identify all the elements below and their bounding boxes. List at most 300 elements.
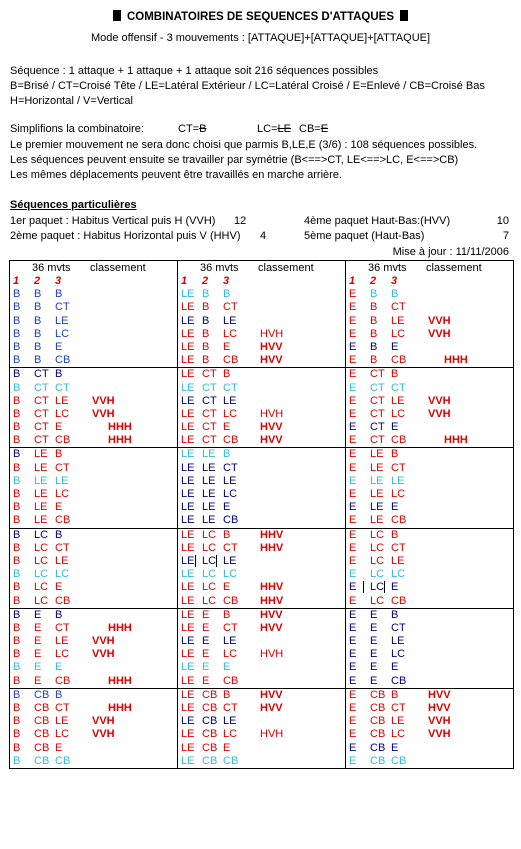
- move-cell: CT: [391, 702, 406, 714]
- table-row: [346, 514, 513, 527]
- move-cell: B: [13, 354, 21, 367]
- move-cell: B: [13, 448, 21, 461]
- table-row: [346, 581, 513, 594]
- move-cell: B: [391, 688, 399, 701]
- classement-code: HHH: [108, 421, 132, 434]
- table-row: [178, 661, 345, 674]
- move-cell: CB: [391, 674, 407, 687]
- move-cell: LE: [223, 474, 237, 487]
- move-cell: B: [55, 688, 63, 701]
- move-cell: B: [13, 688, 21, 701]
- note-line-3: Les mêmes déplacements peuvent être travaillés en marche arrière.: [10, 169, 342, 181]
- move-cell: LE: [181, 514, 195, 527]
- move-cell: E: [349, 434, 357, 447]
- move-cell: LE: [181, 381, 195, 394]
- move-cell: B: [13, 327, 21, 340]
- table-row: [178, 288, 345, 301]
- move-cell: CB: [370, 741, 386, 754]
- move-cell: LE: [223, 635, 237, 648]
- index-number: 3: [391, 275, 398, 287]
- move-cell: B: [34, 301, 42, 314]
- table-row: [178, 301, 345, 314]
- move-cell: E: [349, 621, 357, 634]
- move-cell: B: [223, 608, 231, 621]
- move-cell: LE: [202, 461, 216, 474]
- move-cell: B: [202, 288, 210, 301]
- move-cell: B: [370, 314, 378, 327]
- move-cell: CT: [34, 434, 49, 447]
- move-cell: LC: [370, 554, 385, 567]
- classement-code: VVH: [428, 327, 451, 340]
- grid-header: [346, 261, 513, 275]
- classement-code: HVH: [260, 327, 284, 340]
- move-cell: B: [13, 301, 21, 314]
- move-cell: LC: [34, 554, 49, 567]
- move-cell: CT: [391, 461, 406, 474]
- move-cell: LC: [370, 541, 385, 554]
- move-cell: CB: [370, 688, 386, 701]
- move-cell: E: [349, 528, 357, 541]
- move-cell: CT: [370, 394, 385, 407]
- move-cell: B: [13, 608, 21, 621]
- packet-1-value: 12: [234, 215, 247, 227]
- move-cell: E: [349, 635, 357, 648]
- move-cell: CT: [370, 434, 385, 447]
- move-cell: E: [391, 340, 399, 353]
- table-row: [178, 715, 345, 728]
- grid-column-e: [346, 261, 514, 769]
- move-cell: LE: [181, 674, 195, 687]
- intro-line-2: B=Brisé / CT=Croisé Tête / LE=Latéral Extérieur / LC=Latéral Croisé / E=Enlevé / CB=Croisé Bas: [10, 80, 485, 92]
- separator-bar: [216, 555, 217, 567]
- move-cell: B: [223, 288, 231, 301]
- move-cell: B: [13, 501, 21, 514]
- move-cell: LC: [55, 568, 70, 581]
- classement-code: HVV: [260, 421, 283, 434]
- move-cell: CB: [223, 434, 239, 447]
- move-cell: LE: [181, 661, 195, 674]
- move-cell: CT: [55, 461, 70, 474]
- move-cell: LC: [223, 648, 238, 661]
- move-cell: LE: [181, 541, 195, 554]
- move-cell: B: [202, 314, 210, 327]
- move-cell: LE: [181, 648, 195, 661]
- table-row: [346, 488, 513, 501]
- move-cell: LE: [34, 514, 48, 527]
- table-row: [178, 528, 345, 542]
- separator-bar: [363, 581, 364, 593]
- move-cell: B: [391, 448, 399, 461]
- move-cell: LE: [55, 314, 69, 327]
- classement-code: HHH: [444, 354, 468, 367]
- move-cell: CB: [391, 354, 407, 367]
- move-cell: E: [202, 674, 210, 687]
- table-row: [178, 434, 345, 447]
- move-cell: LE: [391, 635, 405, 648]
- move-cell: LC: [34, 541, 49, 554]
- classement-code: HVV: [260, 702, 283, 714]
- move-cell: LC: [202, 541, 217, 554]
- move-cell: LE: [181, 327, 195, 340]
- table-row: [178, 315, 345, 328]
- table-row: [10, 568, 177, 581]
- move-cell: B: [13, 528, 21, 541]
- table-row: [10, 702, 177, 715]
- table-row: [10, 421, 177, 434]
- table-row: [178, 341, 345, 354]
- move-cell: E: [349, 674, 357, 687]
- table-row: [10, 488, 177, 501]
- packet-5-value: 7: [502, 230, 509, 242]
- move-cell: LE: [181, 621, 195, 634]
- table-row: [178, 447, 345, 461]
- move-cell: B: [13, 581, 21, 594]
- move-cell: CT: [391, 541, 406, 554]
- move-cell: LC: [202, 581, 217, 594]
- move-cell: E: [202, 661, 210, 674]
- move-cell: B: [202, 340, 210, 353]
- table-row: [346, 501, 513, 514]
- move-cell: LE: [181, 528, 195, 541]
- move-cell: CT: [223, 381, 238, 394]
- move-cell: LE: [55, 394, 69, 407]
- sequence-grid: [9, 260, 514, 769]
- move-cell: E: [202, 648, 210, 661]
- move-cell: LE: [370, 474, 384, 487]
- move-cell: LE: [181, 340, 195, 353]
- move-cell: LC: [223, 728, 238, 741]
- move-cell: LE: [370, 514, 384, 527]
- table-row: [10, 755, 177, 768]
- move-cell: CB: [202, 715, 218, 728]
- move-cell: LE: [391, 554, 405, 567]
- table-row: [346, 475, 513, 488]
- move-cell: B: [13, 702, 21, 714]
- move-cell: E: [55, 421, 63, 434]
- move-cell: CB: [55, 354, 71, 367]
- table-row: [346, 661, 513, 674]
- table-row: [346, 434, 513, 447]
- move-cell: LC: [55, 488, 70, 500]
- packet-1-label: 1er paquet : Habitus Vertical puis H (VVH): [10, 215, 216, 227]
- move-cell: LE: [181, 407, 195, 420]
- move-cell: LE: [391, 474, 405, 487]
- simplify-eq-lc: LC=LE: [257, 123, 291, 135]
- move-cell: B: [202, 301, 210, 314]
- classement-code: HHH: [108, 434, 132, 447]
- move-cell: CT: [223, 541, 238, 554]
- move-cell: LC: [55, 648, 70, 661]
- square-icon: [113, 10, 121, 21]
- table-row: [10, 648, 177, 661]
- index-number: 3: [223, 275, 230, 287]
- table-row: [346, 301, 513, 314]
- update-date: Mise à jour : 11/11/2006: [392, 246, 509, 258]
- packet-5-label: 5ème paquet (Haut-Bas): [304, 230, 425, 242]
- header-mvts: 36 mvts: [200, 262, 239, 274]
- move-cell: LE: [55, 474, 69, 487]
- move-cell: CT: [370, 368, 385, 381]
- move-cell: LE: [181, 421, 195, 434]
- move-cell: E: [349, 474, 357, 487]
- move-cell: LC: [34, 568, 49, 581]
- classement-code: HVH: [260, 407, 284, 420]
- move-cell: LE: [181, 301, 195, 314]
- table-row: [346, 395, 513, 408]
- move-cell: E: [349, 368, 357, 381]
- move-cell: LC: [370, 581, 385, 594]
- move-cell: CT: [55, 301, 70, 314]
- table-row: [10, 447, 177, 461]
- classement-code: VVH: [92, 394, 115, 407]
- table-row: [10, 555, 177, 568]
- table-row: [346, 341, 513, 354]
- table-row: [10, 434, 177, 447]
- table-row: [10, 315, 177, 328]
- note-line-2: Les séquences peuvent ensuite se travailler par symétrie (B<==>CT, LE<==>LC, E<==>CB): [10, 154, 459, 166]
- header-classement: classement: [258, 262, 314, 274]
- move-cell: LE: [202, 501, 216, 514]
- simplify-label: Simplifions la combinatoire:: [10, 123, 144, 135]
- table-row: [10, 341, 177, 354]
- move-cell: LE: [34, 461, 48, 474]
- move-cell: CT: [202, 407, 217, 420]
- move-cell: LC: [223, 407, 238, 420]
- table-row: [178, 742, 345, 755]
- table-row: [178, 675, 345, 688]
- move-cell: E: [55, 501, 63, 514]
- move-cell: B: [223, 528, 231, 541]
- move-cell: E: [349, 702, 357, 714]
- move-cell: CT: [223, 301, 238, 314]
- move-cell: LE: [223, 715, 237, 728]
- move-cell: E: [391, 741, 399, 754]
- table-row: [178, 608, 345, 622]
- move-cell: LE: [370, 448, 384, 461]
- table-row: [346, 648, 513, 661]
- document-title: COMBINATOIRES DE SEQUENCES D'ATTAQUES: [0, 10, 521, 23]
- header-mvts: 36 mvts: [368, 262, 407, 274]
- move-cell: CB: [34, 702, 50, 714]
- move-cell: LE: [34, 488, 48, 500]
- move-cell: LE: [223, 394, 237, 407]
- move-cell: LE: [181, 354, 195, 367]
- move-cell: LC: [391, 407, 406, 420]
- move-cell: B: [55, 368, 63, 381]
- move-cell: E: [370, 608, 378, 621]
- table-row: [346, 742, 513, 755]
- table-row: [10, 288, 177, 301]
- header-classement: classement: [90, 262, 146, 274]
- table-row: [178, 648, 345, 661]
- table-row: [346, 702, 513, 715]
- move-cell: CT: [34, 368, 49, 381]
- move-cell: CT: [202, 368, 217, 381]
- table-row: [346, 408, 513, 421]
- move-cell: B: [13, 554, 21, 567]
- move-cell: LE: [202, 514, 216, 527]
- move-cell: E: [349, 514, 357, 527]
- move-cell: E: [349, 301, 357, 314]
- move-cell: E: [370, 621, 378, 634]
- move-cell: CT: [34, 394, 49, 407]
- move-cell: LC: [55, 728, 70, 741]
- move-cell: E: [391, 661, 399, 674]
- move-cell: CB: [391, 434, 407, 447]
- table-row: [178, 421, 345, 434]
- classement-code: VVH: [428, 407, 451, 420]
- move-cell: E: [349, 501, 357, 514]
- move-cell: LC: [55, 327, 70, 340]
- classement-code: HHH: [444, 434, 468, 447]
- move-cell: LE: [181, 288, 195, 301]
- move-cell: CB: [34, 715, 50, 728]
- move-cell: LE: [181, 715, 195, 728]
- table-row: [10, 462, 177, 475]
- table-row: [346, 715, 513, 728]
- move-cell: B: [370, 327, 378, 340]
- move-cell: E: [349, 608, 357, 621]
- move-cell: LC: [223, 327, 238, 340]
- move-cell: LE: [370, 488, 384, 500]
- move-cell: LE: [181, 554, 195, 567]
- move-cell: CB: [370, 715, 386, 728]
- table-row: [178, 728, 345, 741]
- move-cell: CT: [223, 621, 238, 634]
- move-cell: E: [349, 754, 357, 767]
- table-row: [10, 675, 177, 688]
- subtitle: Mode offensif - 3 mouvements : [ATTAQUE]+[ATTAQUE]+[ATTAQUE]: [90, 32, 431, 44]
- move-cell: B: [370, 288, 378, 301]
- move-cell: B: [391, 528, 399, 541]
- grid-header: [178, 261, 345, 275]
- move-cell: E: [349, 728, 357, 741]
- move-cell: CT: [223, 461, 238, 474]
- move-cell: B: [34, 314, 42, 327]
- move-cell: CT: [55, 621, 70, 634]
- move-cell: B: [13, 434, 21, 447]
- table-row: [178, 688, 345, 702]
- move-cell: B: [13, 754, 21, 767]
- classement-code: HHV: [260, 594, 284, 607]
- move-cell: CB: [34, 728, 50, 741]
- table-row: [178, 622, 345, 635]
- table-row: [10, 301, 177, 314]
- move-cell: B: [223, 688, 231, 701]
- move-cell: B: [55, 448, 63, 461]
- move-cell: B: [13, 594, 21, 607]
- table-row: [10, 622, 177, 635]
- move-cell: E: [34, 648, 42, 661]
- move-cell: B: [223, 448, 231, 461]
- move-cell: LE: [55, 715, 69, 728]
- table-row: [346, 635, 513, 648]
- table-row: [346, 462, 513, 475]
- table-row: [10, 715, 177, 728]
- move-cell: E: [223, 421, 231, 434]
- table-row: [346, 528, 513, 542]
- move-cell: E: [349, 594, 357, 607]
- move-cell: B: [202, 354, 210, 367]
- move-cell: LE: [181, 688, 195, 701]
- table-row: [346, 728, 513, 741]
- classement-code: HHH: [108, 702, 132, 714]
- classement-code: VVH: [92, 648, 115, 661]
- move-cell: B: [13, 488, 21, 500]
- table-row: [346, 421, 513, 434]
- move-cell: CB: [370, 702, 386, 714]
- move-cell: LE: [391, 314, 405, 327]
- move-cell: CT: [34, 421, 49, 434]
- move-cell: E: [34, 608, 42, 621]
- table-row: [178, 395, 345, 408]
- classement-code: VVH: [428, 394, 451, 407]
- square-icon: [400, 10, 408, 21]
- move-cell: B: [370, 301, 378, 314]
- move-cell: CB: [55, 594, 71, 607]
- move-cell: E: [349, 448, 357, 461]
- table-row: [10, 595, 177, 608]
- index-number: 2: [202, 275, 209, 287]
- move-cell: LC: [391, 648, 406, 661]
- classement-code: VVH: [92, 715, 115, 728]
- move-cell: B: [34, 340, 42, 353]
- table-row: [346, 568, 513, 581]
- move-cell: CT: [202, 421, 217, 434]
- move-cell: E: [223, 501, 231, 514]
- move-cell: CB: [55, 674, 71, 687]
- move-cell: LC: [223, 568, 238, 581]
- move-cell: E: [349, 327, 357, 340]
- move-cell: E: [349, 648, 357, 661]
- move-cell: LE: [181, 754, 195, 767]
- grid-column-le: [178, 261, 346, 769]
- move-cell: E: [349, 541, 357, 554]
- table-row: [346, 367, 513, 381]
- packet-4-label: 4ème paquet Haut-Bas:(HVV): [304, 215, 451, 227]
- move-cell: LE: [34, 448, 48, 461]
- table-row: [10, 328, 177, 341]
- move-cell: E: [202, 635, 210, 648]
- move-cell: B: [13, 728, 21, 741]
- table-row: [178, 581, 345, 594]
- grid-header: [10, 261, 177, 275]
- move-cell: E: [349, 288, 357, 301]
- move-cell: CT: [55, 381, 70, 394]
- table-row: [10, 354, 177, 367]
- move-cell: LC: [202, 568, 217, 581]
- move-cell: E: [349, 340, 357, 353]
- index-number: 3: [55, 275, 62, 287]
- table-row: [10, 501, 177, 514]
- move-cell: CB: [202, 741, 218, 754]
- move-cell: E: [349, 554, 357, 567]
- move-cell: E: [370, 661, 378, 674]
- table-row: [346, 622, 513, 635]
- move-cell: LE: [223, 314, 237, 327]
- move-cell: B: [13, 421, 21, 434]
- table-row: [10, 581, 177, 594]
- move-cell: LE: [181, 488, 195, 500]
- move-cell: E: [370, 674, 378, 687]
- move-cell: LE: [34, 474, 48, 487]
- packet-2-label: 2ème paquet : Habitus Horizontal puis V (HHV): [10, 230, 241, 242]
- move-cell: LC: [202, 594, 217, 607]
- move-cell: LE: [370, 461, 384, 474]
- table-row: [346, 328, 513, 341]
- move-cell: CB: [223, 354, 239, 367]
- move-cell: E: [370, 635, 378, 648]
